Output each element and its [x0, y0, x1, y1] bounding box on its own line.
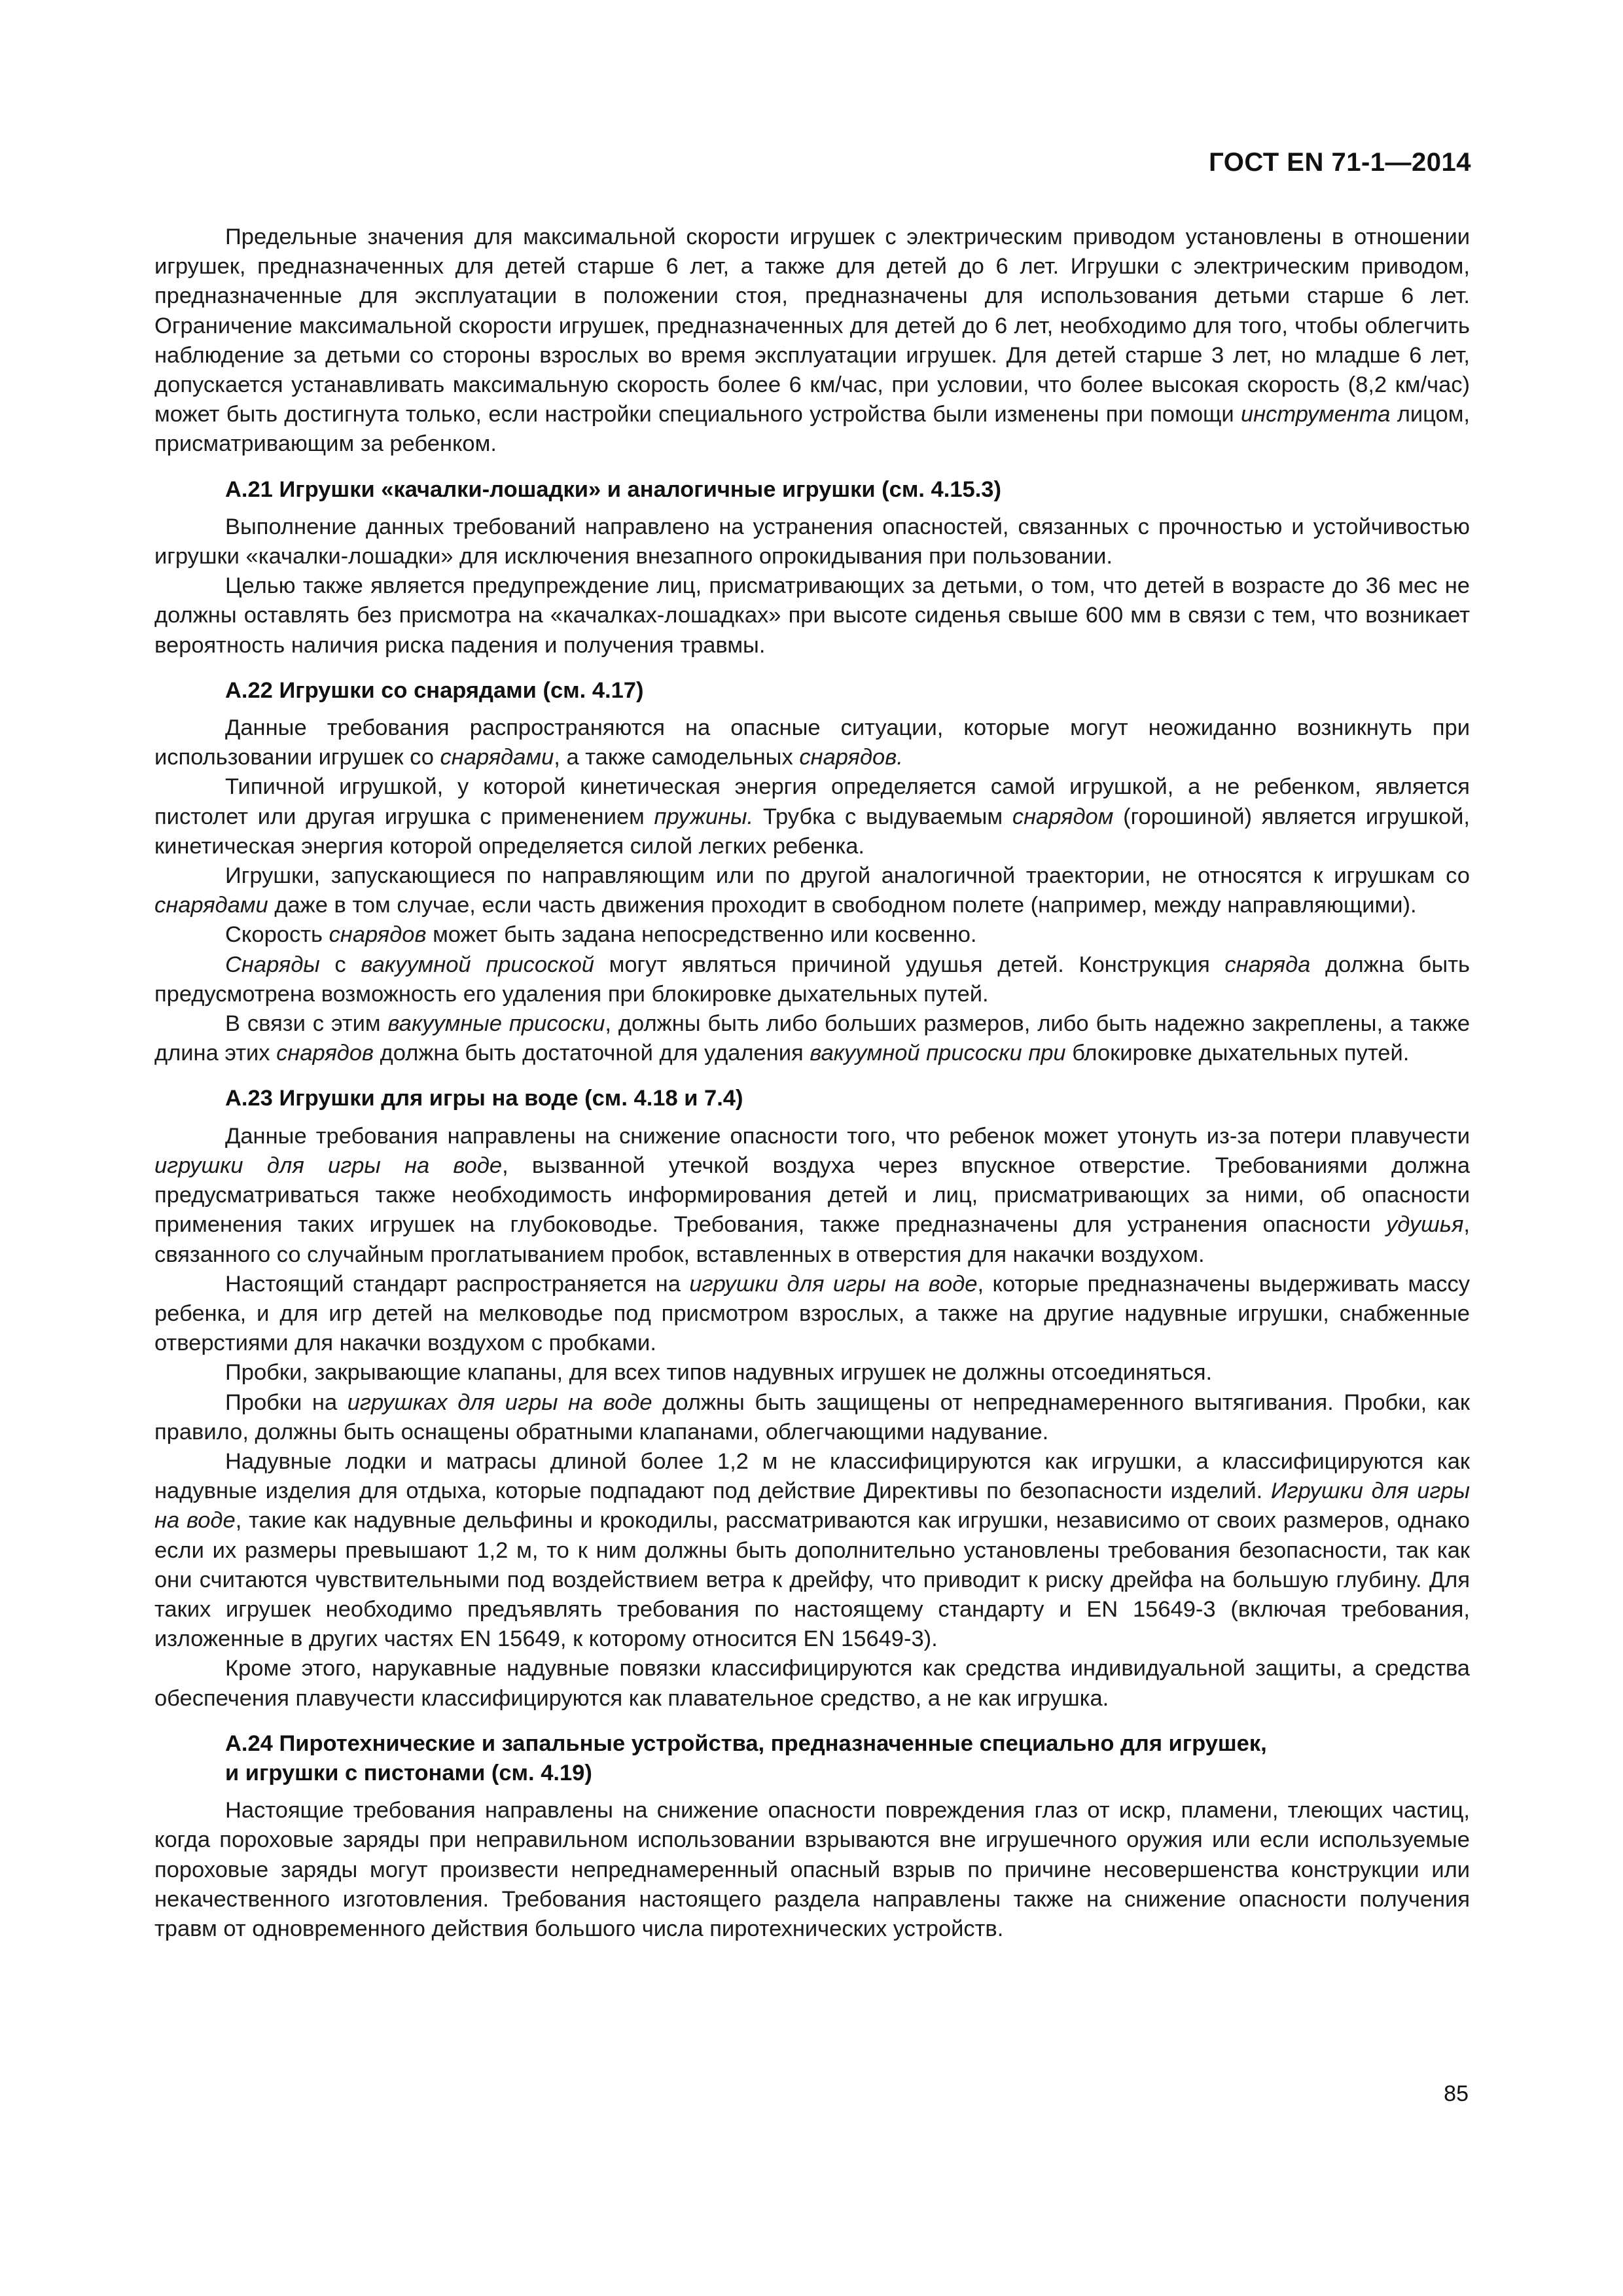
section-heading-a23: А.23 Игрушки для игры на воде (см. 4.18 и 7.4): [225, 1086, 743, 1111]
paragraph: Настоящий стандарт распространяется на игрушки для игры на воде, которые предназначены выдерживать массу ребенка, и для игр детей на мелководье под присмотром взрослых, а также на другие надувные игрушки, снабженные отверстиями для накачки воздухом с пробками.: [154, 1271, 1470, 1356]
emphasized-term: снарядами: [154, 893, 268, 918]
section-heading-a24-line2: и игрушки с пистонами (см. 4.19): [225, 1760, 592, 1785]
page-number: 85: [1444, 2081, 1469, 2106]
paragraph: Пробки, закрывающие клапаны, для всех типов надувных игрушек не должны отсоединяться.: [225, 1360, 1213, 1386]
emphasized-term: игрушки для игры на воде: [154, 1153, 503, 1178]
emphasized-term: инструмента: [1240, 402, 1391, 427]
standard-header: ГОСТ EN 71-1—2014: [1209, 148, 1471, 177]
emphasized-term: пружины.: [654, 804, 754, 829]
emphasized-term: игрушки для игры на воде: [689, 1271, 978, 1297]
paragraph: Игрушки, запускающиеся по направляющим или по другой аналогичной траектории, не относятся к игрушкам со снарядами даже в том случае, если часть движения проходит в свободном полете (например, между направляющими).: [154, 863, 1470, 918]
paragraph: Надувные лодки и матрасы длиной более 1,2 м не классифицируются как игрушки, а классифицируются как надувные изделия для отдыха, которые подпадают под действие Директивы по безопасности изделий. Игрушки для игры на воде, такие как надувные дельфины и крокодилы, рассматриваются как игрушки, независимо от своих размеров, однако если их размеры превышают 1,2 м, то к ним должны быть дополнительно установлены требования безопасности, так как они считаются чувствительными под воздействием ветра к дрейфу, что приводит к риску дрейфа на большую глубину. Для таких игрушек необходимо предъявлять требования по настоящему стандарту и EN 15649-3 (включая требования, изложенные в других частях EN 15649, к которому относится EN 15649-3).: [154, 1448, 1470, 1652]
emphasized-term: снарядов.: [799, 745, 903, 770]
paragraph: Предельные значения для максимальной скорости игрушек с электрическим приводом установлены в отношении игрушек, предназначенных для детей старше 6 лет, а также для детей до 6 лет. Игрушки с электрическим приводом, предназначенные для эксплуатации в положении стоя, предназначены для использования детьми старше 6 лет. Ограничение максимальной скорости игрушек, предназначенных для детей до 6 лет, необходимо для того, чтобы облегчить наблюдение за детьми со стороны взрослых во время эксплуатации игрушек. Для детей старше 3 лет, но младше 6 лет, допускается устанавливать максимальную скорость более 6 км/час, при условии, что более высокая скорость (8,2 км/час) может быть достигнута только, если настройки специального устройства были изменены при помощи инструмента лицом, присматривающим за ребенком.: [154, 224, 1470, 457]
emphasized-term: вакуумной присоски при: [810, 1041, 1066, 1066]
emphasized-term: снаряда: [1224, 952, 1311, 977]
emphasized-term: Снаряды: [225, 952, 320, 977]
section-heading-a22: А.22 Игрушки со снарядами (см. 4.17): [225, 677, 644, 703]
emphasized-term: вакуумные присоски: [387, 1011, 605, 1037]
paragraph: Пробки на игрушках для игры на воде должны быть защищены от непреднамеренного вытягивания. Пробки, как правило, должны быть оснащены обратными клапанами, облегчающими надувание.: [154, 1390, 1470, 1444]
section-heading-a24-line1: А.24 Пиротехнические и запальные устройства, предназначенные специально для игрушек,: [225, 1731, 1267, 1756]
emphasized-term: Игрушки для игры на воде: [154, 1479, 1470, 1534]
paragraph: Данные требования распространяются на опасные ситуации, которые могут неожиданно возникнуть при использовании игрушек со снарядами, а также самодельных снарядов.: [154, 715, 1470, 770]
document-body: [154, 223, 1470, 1944]
emphasized-term: снарядами: [440, 745, 554, 770]
emphasized-term: снарядов: [329, 922, 427, 948]
paragraph: Данные требования направлены на снижение опасности того, что ребенок может утонуть из-за потери плавучести игрушки для игры на воде, вызванной утечкой воздуха через впускное отверстие. Требованиями должна предусматриваться также необходимость информирования детей и лиц, присматривающих за ними, об опасности применения таких игрушек на глубоководье. Требования, также предназначены для устранения опасности удушья, связанного со случайным проглатыванием пробок, вставленных в отверстия для накачки воздухом.: [154, 1123, 1471, 1267]
emphasized-term: снарядов: [276, 1041, 374, 1066]
emphasized-term: игрушках для игры на воде: [347, 1390, 652, 1415]
emphasized-term: удушья: [1386, 1212, 1464, 1238]
section-heading-a21: А.21 Игрушки «качалки-лошадки» и аналогичные игрушки (см. 4.15.3): [225, 476, 1001, 502]
paragraph: Кроме этого, нарукавные надувные повязки классифицируются как средства индивидуальной защиты, а средства обеспечения плавучести классифицируются как плавательное средство, а не как игрушка.: [154, 1656, 1470, 1711]
paragraph: В связи с этим вакуумные присоски, должны быть либо больших размеров, либо быть надежно закреплены, а также длина этих снарядов должна быть достаточной для удаления вакуумной присоски при блокировке дыхательных путей.: [154, 1011, 1471, 1066]
section-heading-a24: [154, 1729, 1470, 1788]
paragraph: Настоящие требования направлены на снижение опасности повреждения глаз от искр, пламени, тлеющих частиц, когда пороховые заряды при неправильном использовании взрываются вне игрушечного оружия или если используемые пороховые заряды могут произвести непреднамеренный опасный взрыв по причине несовершенства конструкции или некачественного изготовления. Требования настоящего раздела направлены также на снижение опасности получения травм от одновременного действия большого числа пиротехнических устройств.: [154, 1798, 1470, 1941]
paragraph: Типичной игрушкой, у которой кинетическая энергия определяется самой игрушкой, а не ребенком, является пистолет или другая игрушка с применением пружины. Трубка с выдуваемым снарядом (горошиной) является игрушкой, кинетическая энергия которой определяется силой легких ребенка.: [154, 774, 1471, 859]
paragraph: Скорость снарядов может быть задана непосредственно или косвенно.: [225, 922, 977, 948]
paragraph: Целью также является предупреждение лиц, присматривающих за детьми, о том, что детей в возрасте до 36 мес не должны оставлять без присмотра на «качалках-лошадках» при высоте сиденья свыше 600 мм в связи с тем, что возникает вероятность наличия риска падения и получения травмы.: [154, 573, 1470, 658]
emphasized-term: вакуумной присоской: [361, 952, 594, 977]
paragraph: Снаряды с вакуумной присоской могут являться причиной удушья детей. Конструкция снаряда должна быть предусмотрена возможность его удаления при блокировке дыхательных путей.: [154, 952, 1470, 1007]
paragraph: Выполнение данных требований направлено на устранения опасностей, связанных с прочностью и устойчивостью игрушки «качалки-лошадки» для исключения внезапного опрокидывания при пользовании.: [154, 514, 1470, 569]
emphasized-term: снарядом: [1012, 804, 1114, 829]
